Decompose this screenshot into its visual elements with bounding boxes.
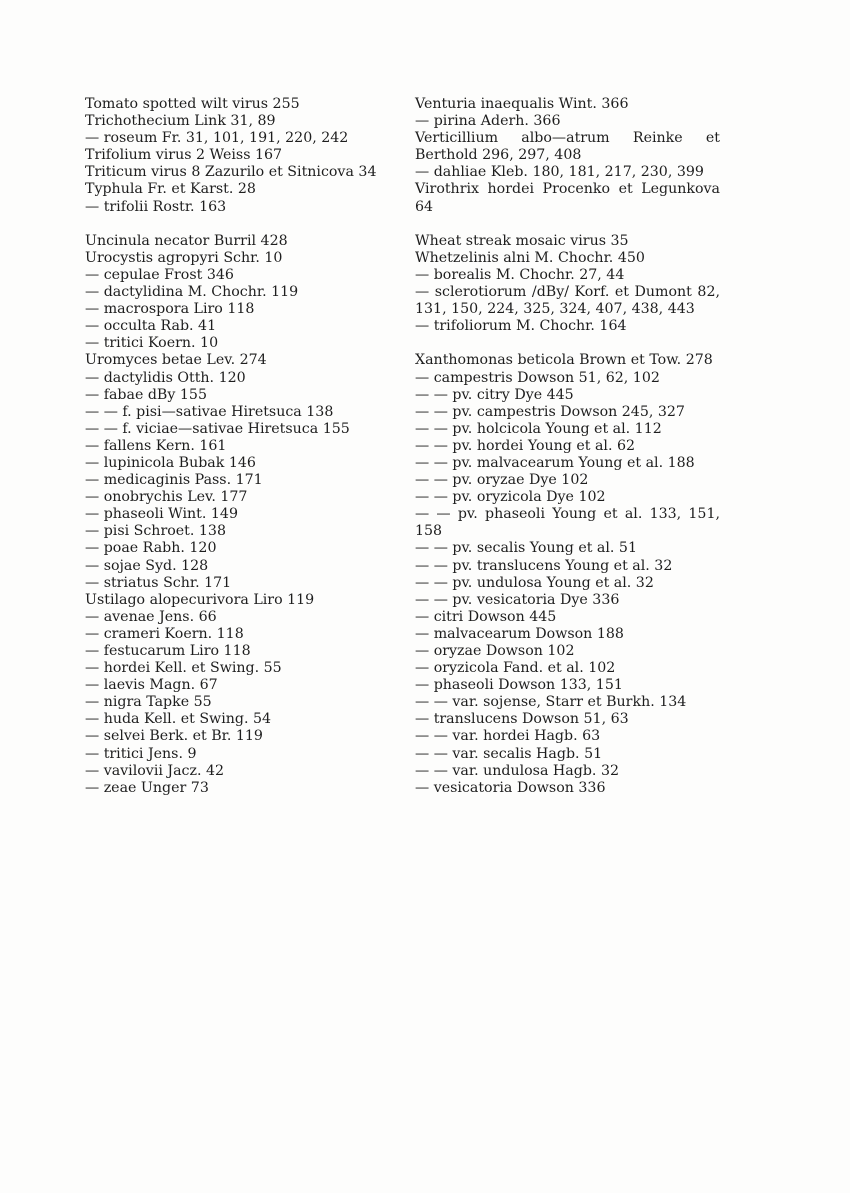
index-entry: — hordei Kell. et Swing. 55 (85, 660, 282, 677)
index-entry: — dactylidina M. Chochr. 119 (85, 284, 299, 301)
index-entry: — malvacearum Dowson 188 (415, 625, 624, 642)
index-entry: — oryzicola Fand. et al. 102 (415, 660, 616, 677)
section-gap (85, 216, 391, 233)
index-entry: Whetzelinis alni M. Chochr. 450 (415, 249, 645, 266)
index-entry: — sclerotiorum /dBy/ Korf. et Dumont 82, 131, 150, 224, 325, 324, 407, 438, 443 (415, 284, 720, 318)
index-entry: — pirina Aderh. 366 (415, 113, 561, 130)
index-entry: — — var. secalis Hagb. 51 (415, 745, 603, 762)
index-entry: — — pv. phaseoli Young et al. 133, 151, 158 (415, 506, 720, 540)
index-entry: Wheat streak mosaic virus 35 (415, 232, 629, 249)
index-entry: — striatus Schr. 171 (85, 574, 232, 591)
index-entry: — dactylidis Otth. 120 (85, 369, 246, 386)
index-entry: — vesicatoria Dowson 336 (415, 779, 606, 796)
index-entry: — selvei Berk. et Br. 119 (85, 728, 263, 745)
index-entry: — — pv. oryzicola Dye 102 (415, 489, 606, 506)
index-entry: — — var. hordei Hagb. 63 (415, 728, 601, 745)
index-entry: Ustilago alopecurivora Liro 119 (85, 591, 315, 608)
index-entry: Typhula Fr. et Karst. 28 (85, 181, 256, 198)
index-entry: — trifolii Rostr. 163 (85, 198, 227, 215)
index-entry: Trifolium virus 2 Weiss 167 (85, 147, 283, 164)
index-entry: — fabae dBy 155 (85, 386, 207, 403)
index-entry: — — pv. holcicola Young et al. 112 (415, 420, 662, 437)
index-entry: — laevis Magn. 67 (85, 677, 218, 694)
index-entry: — vavilovii Jacz. 42 (85, 762, 225, 779)
index-entry: — lupinicola Bubak 146 (85, 454, 256, 471)
index-entry: — — pv. translucens Young et al. 32 (415, 557, 673, 574)
index-entry: Uromyces betae Lev. 274 (85, 352, 267, 369)
index-entry: — macrospora Liro 118 (85, 301, 255, 318)
index-entry: — festucarum Liro 118 (85, 643, 251, 659)
index-entry: — — pv. undulosa Young et al. 32 (415, 574, 654, 591)
index-entry: — medicaginis Pass. 171 (85, 472, 263, 489)
section-gap (415, 216, 720, 233)
index-column-right (415, 96, 720, 797)
index-entry: — — pv. malvacearum Young et al. 188 (415, 454, 695, 471)
index-entry: — pisi Schroet. 138 (85, 523, 226, 540)
index-entry: Urocystis agropyri Schr. 10 (85, 249, 283, 266)
index-entry: — — var. undulosa Hagb. 32 (415, 762, 619, 779)
index-entry: Virothrix hordei Procenko et Legunkova 64 (415, 181, 720, 215)
index-entry: — citri Dowson 445 (415, 608, 557, 625)
index-entry: — crameri Koern. 118 (85, 625, 244, 642)
index-entry: — — f. pisi—sativae Hiretsuca 138 (85, 403, 334, 420)
index-entry: — avenae Jens. 66 (85, 608, 217, 625)
index-entry: — — pv. campestris Dowson 245, 327 (415, 403, 685, 420)
index-entry: — oryzae Dowson 102 (415, 643, 575, 659)
index-entry: — phaseoli Wint. 149 (85, 506, 238, 523)
index-entry: — — pv. citry Dye 445 (415, 386, 574, 403)
index-entry: — roseum Fr. 31, 101, 191, 220, 242 (85, 130, 349, 147)
index-entry: — occulta Rab. 41 (85, 318, 217, 335)
index-entry: Uncinula necator Burril 428 (85, 232, 288, 249)
index-entry: — trifoliorum M. Chochr. 164 (415, 318, 627, 335)
index-entry: Trichothecium Link 31, 89 (85, 113, 276, 130)
index-entry: — onobrychis Lev. 177 (85, 489, 248, 506)
index-entry: Xanthomonas beticola Brown et Tow. 278 (415, 352, 713, 369)
index-entry: — tritici Jens. 9 (85, 745, 197, 762)
index-entry: — — var. sojense, Starr et Burkh. 134 (415, 694, 687, 711)
index-column-left (85, 96, 391, 797)
index-entry: — — pv. secalis Young et al. 51 (415, 540, 637, 557)
index-entry: — poae Rabh. 120 (85, 540, 217, 557)
index-entry: Verticillium albo—atrum Reinke et Berthold 296, 297, 408 (415, 130, 720, 164)
index-entry: — tritici Koern. 10 (85, 335, 219, 352)
index-entry: — sojae Syd. 128 (85, 557, 209, 574)
index-entry: — phaseoli Dowson 133, 151 (415, 677, 623, 694)
index-entry: — zeae Unger 73 (85, 779, 209, 796)
index-entry: — dahliae Kleb. 180, 181, 217, 230, 399 (415, 164, 704, 181)
index-entry: Tomato spotted wilt virus 255 (85, 96, 300, 112)
index-entry: Venturia inaequalis Wint. 366 (415, 96, 629, 112)
index-entry: — — pv. vesicatoria Dye 336 (415, 591, 620, 608)
index-entry: — campestris Dowson 51, 62, 102 (415, 369, 660, 386)
index-entry: — — pv. hordei Young et al. 62 (415, 437, 636, 454)
index-entry: Triticum virus 8 Zazurilo et Sitnicova 34 (85, 164, 377, 181)
index-entry: — translucens Dowson 51, 63 (415, 711, 629, 728)
index-entry: — fallens Kern. 161 (85, 437, 227, 454)
index-entry: — cepulae Frost 346 (85, 266, 234, 283)
index-entry: — — pv. oryzae Dye 102 (415, 472, 589, 489)
section-gap (415, 335, 720, 352)
index-entry: — huda Kell. et Swing. 54 (85, 711, 272, 728)
index-entry: — borealis M. Chochr. 27, 44 (415, 266, 625, 283)
index-entry: — — f. viciae—sativae Hiretsuca 155 (85, 420, 350, 437)
index-entry: — nigra Tapke 55 (85, 694, 212, 711)
